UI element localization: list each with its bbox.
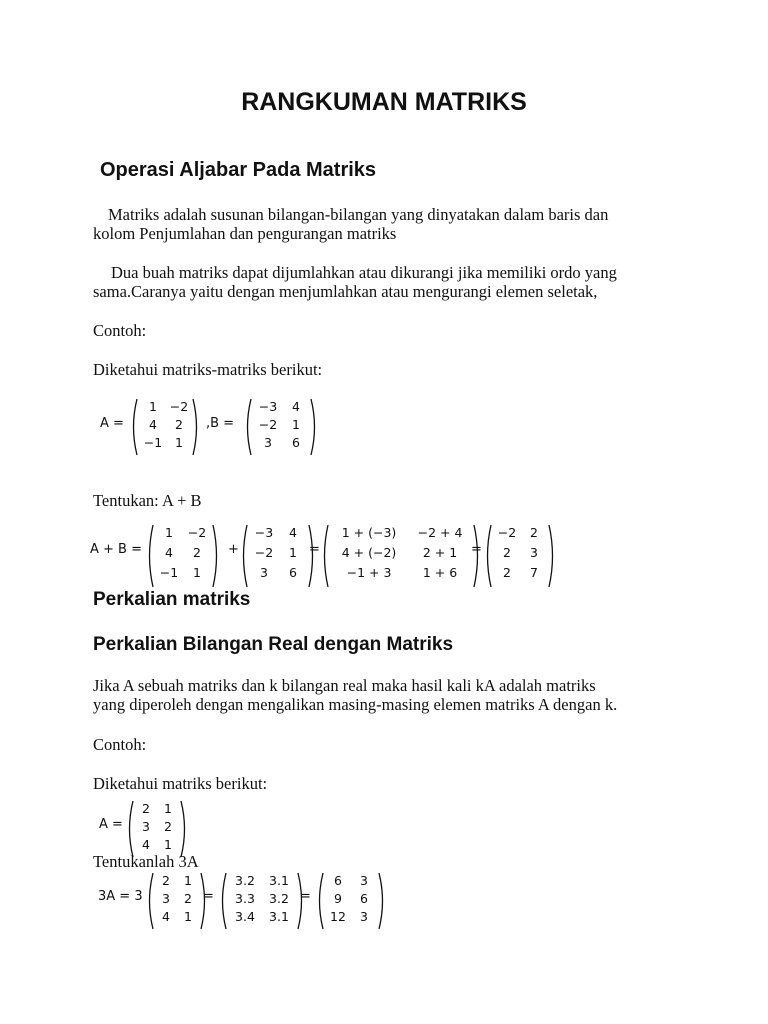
paragraph-3-line-1: Jika A sebuah matriks dan k bilangan real maka hasil kali kA adalah matriks	[93, 676, 596, 695]
matrix-cell: 3	[530, 545, 538, 560]
matrix-result-3a	[316, 872, 386, 930]
matrix-cell: 1	[164, 801, 172, 816]
matrix-cell: −2	[497, 525, 517, 540]
eq2-lhs: A + B =	[90, 542, 142, 557]
matrix-cell: 2	[164, 819, 172, 834]
left-parenthesis	[316, 872, 324, 930]
example-label-2: Contoh:	[93, 735, 147, 754]
matrix-cell: 3.1	[269, 909, 289, 924]
matrix-b	[244, 398, 318, 456]
matrix-cell: 3.2	[269, 891, 289, 906]
equals-sign-1: =	[309, 542, 320, 557]
right-parenthesis	[180, 800, 188, 858]
matrix-cell: 3	[360, 909, 368, 924]
subheading-perkalian-real: Perkalian Bilangan Real dengan Matriks	[93, 634, 454, 655]
matrix-cell: −2 + 4	[417, 525, 463, 540]
given-text-2: Diketahui matriks berikut:	[93, 774, 268, 793]
paragraph-3-line-2: yang diperoleh dengan mengalikan masing-masing elemen matriks A dengan k.	[93, 695, 618, 714]
matrix-cell: 1 + (−3)	[341, 525, 397, 540]
matrix-elementwise-sum	[321, 524, 481, 588]
example-label-1: Contoh:	[93, 321, 147, 340]
matrix-cell: −1	[143, 435, 163, 450]
matrix-cell: 1	[292, 417, 300, 432]
left-parenthesis	[484, 524, 492, 588]
matrix-cell: 1	[193, 565, 201, 580]
matrix-cell: 4	[149, 417, 157, 432]
left-parenthesis	[240, 524, 248, 588]
matrix-cell: 2	[530, 525, 538, 540]
matrix-cell: −1	[159, 565, 179, 580]
matrix-cell: 4	[162, 909, 170, 924]
right-parenthesis	[378, 872, 386, 930]
equals-sign-3: =	[203, 889, 214, 904]
left-parenthesis	[244, 398, 252, 456]
matrix-cell: 3.2	[235, 873, 255, 888]
matrix-cell: 2	[503, 565, 511, 580]
right-parenthesis	[212, 524, 220, 588]
matrix-cell: 4	[292, 399, 300, 414]
matrix-cell: 7	[530, 565, 538, 580]
eq4-lhs: 3A = 3	[98, 889, 143, 904]
matrix-cell: 1	[184, 873, 192, 888]
matrix-cell: 6	[360, 891, 368, 906]
matrix-cell: 2	[142, 801, 150, 816]
matrix-cell: 4	[289, 525, 297, 540]
left-parenthesis	[126, 800, 134, 858]
matrix-cell: 1	[164, 837, 172, 852]
eq1-lhs-a: A =	[100, 416, 124, 431]
matrix-cell: 3	[162, 891, 170, 906]
given-text-1: Diketahui matriks-matriks berikut:	[93, 360, 323, 379]
matrix-cell: 3	[264, 435, 272, 450]
matrix-result-sum	[484, 524, 556, 588]
matrix-cell: −1 + 3	[346, 565, 392, 580]
task-text-1: Tentukan: A + B	[93, 491, 202, 510]
matrix-cell: 3	[142, 819, 150, 834]
matrix-cell: −2	[254, 545, 274, 560]
matrix-cell: −3	[254, 525, 274, 540]
matrix-cell: −2	[169, 399, 189, 414]
left-parenthesis	[219, 872, 227, 930]
paragraph-2-line-2: sama.Caranya yaitu dengan menjumlahkan atau mengurangi elemen seletak,	[93, 282, 598, 301]
left-parenthesis	[146, 872, 154, 930]
paragraph-2-line-1: Dua buah matriks dapat dijumlahkan atau dikurangi jika memiliki ordo yang	[111, 263, 617, 282]
right-parenthesis	[192, 398, 200, 456]
task-text-2: Tentukanlah 3A	[93, 852, 199, 871]
matrix-cell: 3.4	[235, 909, 255, 924]
matrix-multiplied	[219, 872, 305, 930]
matrix-cell: 2	[193, 545, 201, 560]
matrix-cell: 1	[289, 545, 297, 560]
paragraph-1-line-2: kolom Penjumlahan dan pengurangan matriks	[93, 224, 397, 243]
left-parenthesis	[321, 524, 329, 588]
paragraph-1-line-1: Matriks adalah susunan bilangan-bilangan yang dinyatakan dalam baris dan	[108, 205, 609, 224]
matrix-cell: 2	[184, 891, 192, 906]
matrix-cell: 4 + (−2)	[341, 545, 397, 560]
matrix-cell: 2 + 1	[422, 545, 458, 560]
matrix-cell: −2	[187, 525, 207, 540]
right-parenthesis	[548, 524, 556, 588]
equals-sign-2: =	[471, 542, 482, 557]
eq3-lhs: A =	[99, 817, 123, 832]
matrix-cell: 2	[503, 545, 511, 560]
matrix-cell: −2	[258, 417, 278, 432]
matrix-cell: −3	[258, 399, 278, 414]
matrix-cell: 2	[175, 417, 183, 432]
matrix-cell: 12	[330, 909, 346, 924]
section-heading-operasi: Operasi Aljabar Pada Matriks	[100, 159, 377, 181]
equals-sign-4: =	[300, 889, 311, 904]
right-parenthesis	[310, 398, 318, 456]
matrix-a	[130, 398, 200, 456]
matrix-cell: 4	[142, 837, 150, 852]
matrix-cell: 1	[184, 909, 192, 924]
matrix-cell: 3.3	[235, 891, 255, 906]
page-title: RANGKUMAN MATRIKS	[241, 88, 527, 116]
matrix-a-sum	[146, 524, 220, 588]
matrix-cell: 2	[162, 873, 170, 888]
section-heading-perkalian: Perkalian matriks	[93, 589, 251, 610]
matrix-cell: 9	[334, 891, 342, 906]
matrix-cell: 3	[360, 873, 368, 888]
left-parenthesis	[146, 524, 154, 588]
matrix-b-sum	[240, 524, 316, 588]
matrix-cell: 4	[165, 545, 173, 560]
eq1-separator-b: ,B =	[206, 416, 235, 431]
matrix-cell: 3.1	[269, 873, 289, 888]
matrix-cell: 1	[149, 399, 157, 414]
matrix-a-3	[146, 872, 208, 930]
matrix-a-2	[126, 800, 188, 858]
matrix-cell: 3	[260, 565, 268, 580]
matrix-cell: 1	[175, 435, 183, 450]
matrix-cell: 6	[292, 435, 300, 450]
matrix-cell: 1 + 6	[422, 565, 458, 580]
plus-sign: +	[228, 542, 239, 557]
matrix-cell: 6	[289, 565, 297, 580]
matrix-cell: 6	[334, 873, 342, 888]
left-parenthesis	[130, 398, 138, 456]
matrix-cell: 1	[165, 525, 173, 540]
